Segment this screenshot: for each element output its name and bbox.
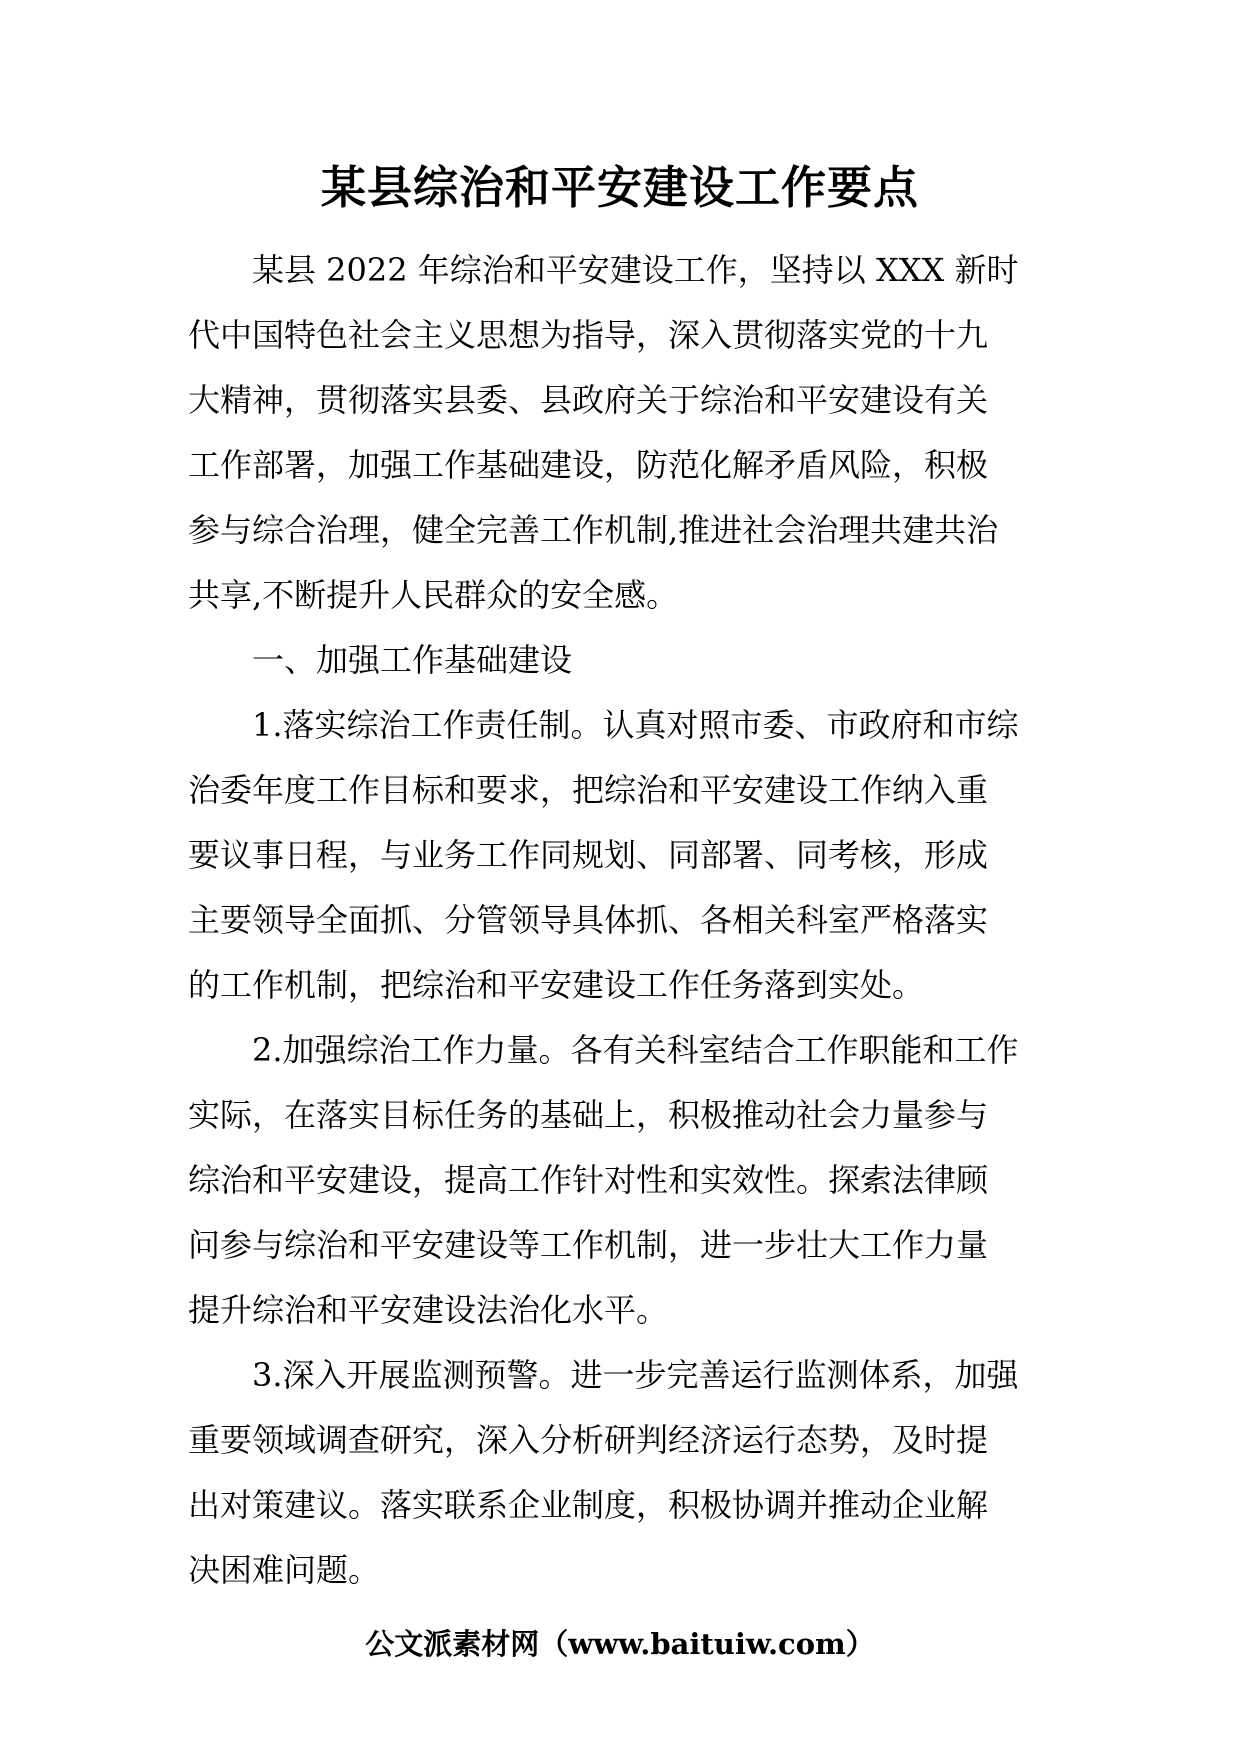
intro-line: 某县 2022 年综治和平安建设工作，坚持以 XXX 新时 <box>252 251 1019 289</box>
item-1-line: 1.落实综治工作责任制。认真对照市委、市政府和市综 <box>252 706 1019 744</box>
intro-line: 工作部署，加强工作基础建设，防范化解矛盾风险，积极 <box>188 446 989 484</box>
intro-line: 参与综合治理，健全完善工作机制,推进社会治理共建共治 <box>188 511 999 549</box>
item-1-line: 的工作机制，把综治和平安建设工作任务落到实处。 <box>188 966 925 1004</box>
intro-line: 共享,不断提升人民群众的安全感。 <box>188 576 679 614</box>
item-2-line: 实际，在落实目标任务的基础上，积极推动社会力量参与 <box>188 1096 989 1134</box>
item-1-line: 主要领导全面抓、分管领导具体抓、各相关科室严格落实 <box>188 901 989 939</box>
document-body <box>188 238 1058 1603</box>
item-1-paragraph <box>188 693 1058 1018</box>
document-title: 某县综治和平安建设工作要点 <box>320 161 919 214</box>
item-2-paragraph <box>188 1018 1058 1343</box>
intro-paragraph <box>188 238 1058 628</box>
section-heading: 一、加强工作基础建设 <box>252 641 573 679</box>
item-2-line: 提升综治和平安建设法治化水平。 <box>188 1291 669 1329</box>
source-footer: 公文派素材网（www.baituiw.com） <box>365 1627 875 1661</box>
item-2-line: 2.加强综治工作力量。各有关科室结合工作职能和工作 <box>252 1031 1019 1069</box>
item-2-line: 综治和平安建设，提高工作针对性和实效性。探索法律顾 <box>188 1161 989 1199</box>
intro-line: 代中国特色社会主义思想为指导，深入贯彻落实党的十九 <box>188 316 989 354</box>
item-1-line: 治委年度工作目标和要求，把综治和平安建设工作纳入重 <box>188 771 989 809</box>
item-3-line: 3.深入开展监测预警。进一步完善运行监测体系，加强 <box>252 1356 1019 1394</box>
intro-line: 大精神，贯彻落实县委、县政府关于综治和平安建设有关 <box>188 381 989 419</box>
item-1-line: 要议事日程，与业务工作同规划、同部署、同考核，形成 <box>188 836 989 874</box>
item-3-paragraph <box>188 1343 1058 1603</box>
item-3-line: 出对策建议。落实联系企业制度，积极协调并推动企业解 <box>188 1486 989 1524</box>
item-2-line: 问参与综治和平安建设等工作机制，进一步壮大工作力量 <box>188 1226 989 1264</box>
item-3-line: 重要领域调查研究，深入分析研判经济运行态势，及时提 <box>188 1421 989 1459</box>
item-3-line: 决困难问题。 <box>188 1551 381 1589</box>
